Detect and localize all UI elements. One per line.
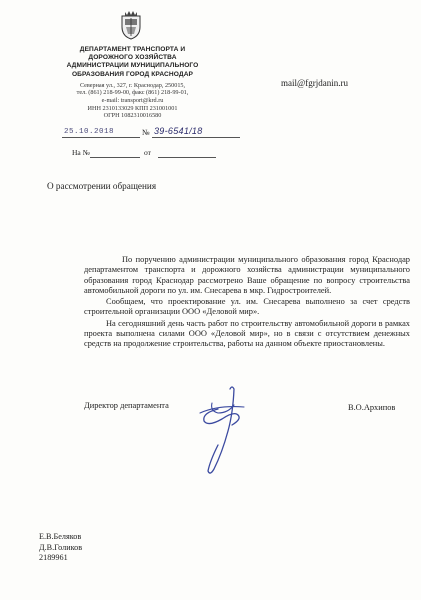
reference-row — [72, 148, 242, 160]
letter-subject: О рассмотрении обращения — [47, 181, 157, 191]
executor-name: Д.В.Голиков — [39, 542, 83, 552]
body-paragraph: Сообщаем, что проектирование ул. им. Снесарева выполнено за счет средств строительной организации ООО «Деловой мир». — [84, 297, 410, 317]
department-name-line: АДМИНИСТРАЦИИ МУНИЦИПАЛЬНОГО — [66, 62, 199, 70]
executor-name: Е.В.Беляков — [39, 532, 82, 541]
phone-line: тел. (861) 218-99-00, факс (861) 218-99-01, — [76, 89, 189, 97]
signatory-name: В.О.Архипов — [348, 403, 396, 412]
reference-number-blank — [90, 157, 140, 158]
executor-footer — [39, 532, 82, 564]
letterhead — [40, 46, 225, 120]
signatory-title: Директор департамента — [84, 401, 169, 410]
reference-date-blank — [158, 157, 216, 158]
city-coat-of-arms-icon — [118, 10, 144, 40]
body-paragraph: На сегодняшний день часть работ по строительству автомобильной дороги в рамках проекта выполнена силами ООО «Деловой мир», но в связи с отсутствием денежных средств на продолжение строительства, работы на данном объекте приостановлены. — [84, 318, 410, 349]
inn-kpp-line: ИНН 2310133029 КПП 231001001 — [87, 104, 178, 112]
ogrn-line: ОГРН 1082310016580 — [103, 112, 162, 120]
address-line: Северная ул., 327, г. Краснодар, 250015, — [79, 81, 186, 89]
body-paragraph: По поручению администрации муниципального образования город Краснодар департаментом транспорта и дорожного хозяйства администрации муниципального образования город Краснодар рассмотрено Ваше обращение по вопросу строительства автомобильной дороги по ул. им. Снесарева в мкр. Гидростроителей. — [84, 255, 410, 295]
email-line: e-mail: transport@krd.ru — [101, 97, 164, 104]
registration-number: 39-6541/18 — [154, 126, 203, 136]
number-underline — [152, 137, 240, 138]
executor-phone: 2189961 — [39, 553, 68, 563]
letter-body — [84, 255, 410, 351]
registration-date: 25.10.2018 — [64, 128, 115, 136]
number-sign: № — [142, 128, 150, 137]
reference-from-label: от — [144, 148, 151, 157]
date-underline — [62, 137, 140, 138]
reference-prefix: На № — [72, 148, 90, 157]
recipient-email: mail@fgrjdanin.ru — [281, 78, 349, 88]
registration-row — [62, 127, 242, 141]
department-name-line: ДЕПАРТАМЕНТ ТРАНСПОРТА И — [79, 46, 186, 53]
handwritten-signature-icon — [188, 383, 258, 478]
department-name-line: ДОРОЖНОГО ХОЗЯЙСТВА — [88, 54, 177, 62]
department-name-line: ОБРАЗОВАНИЯ ГОРОД КРАСНОДАР — [71, 70, 194, 78]
